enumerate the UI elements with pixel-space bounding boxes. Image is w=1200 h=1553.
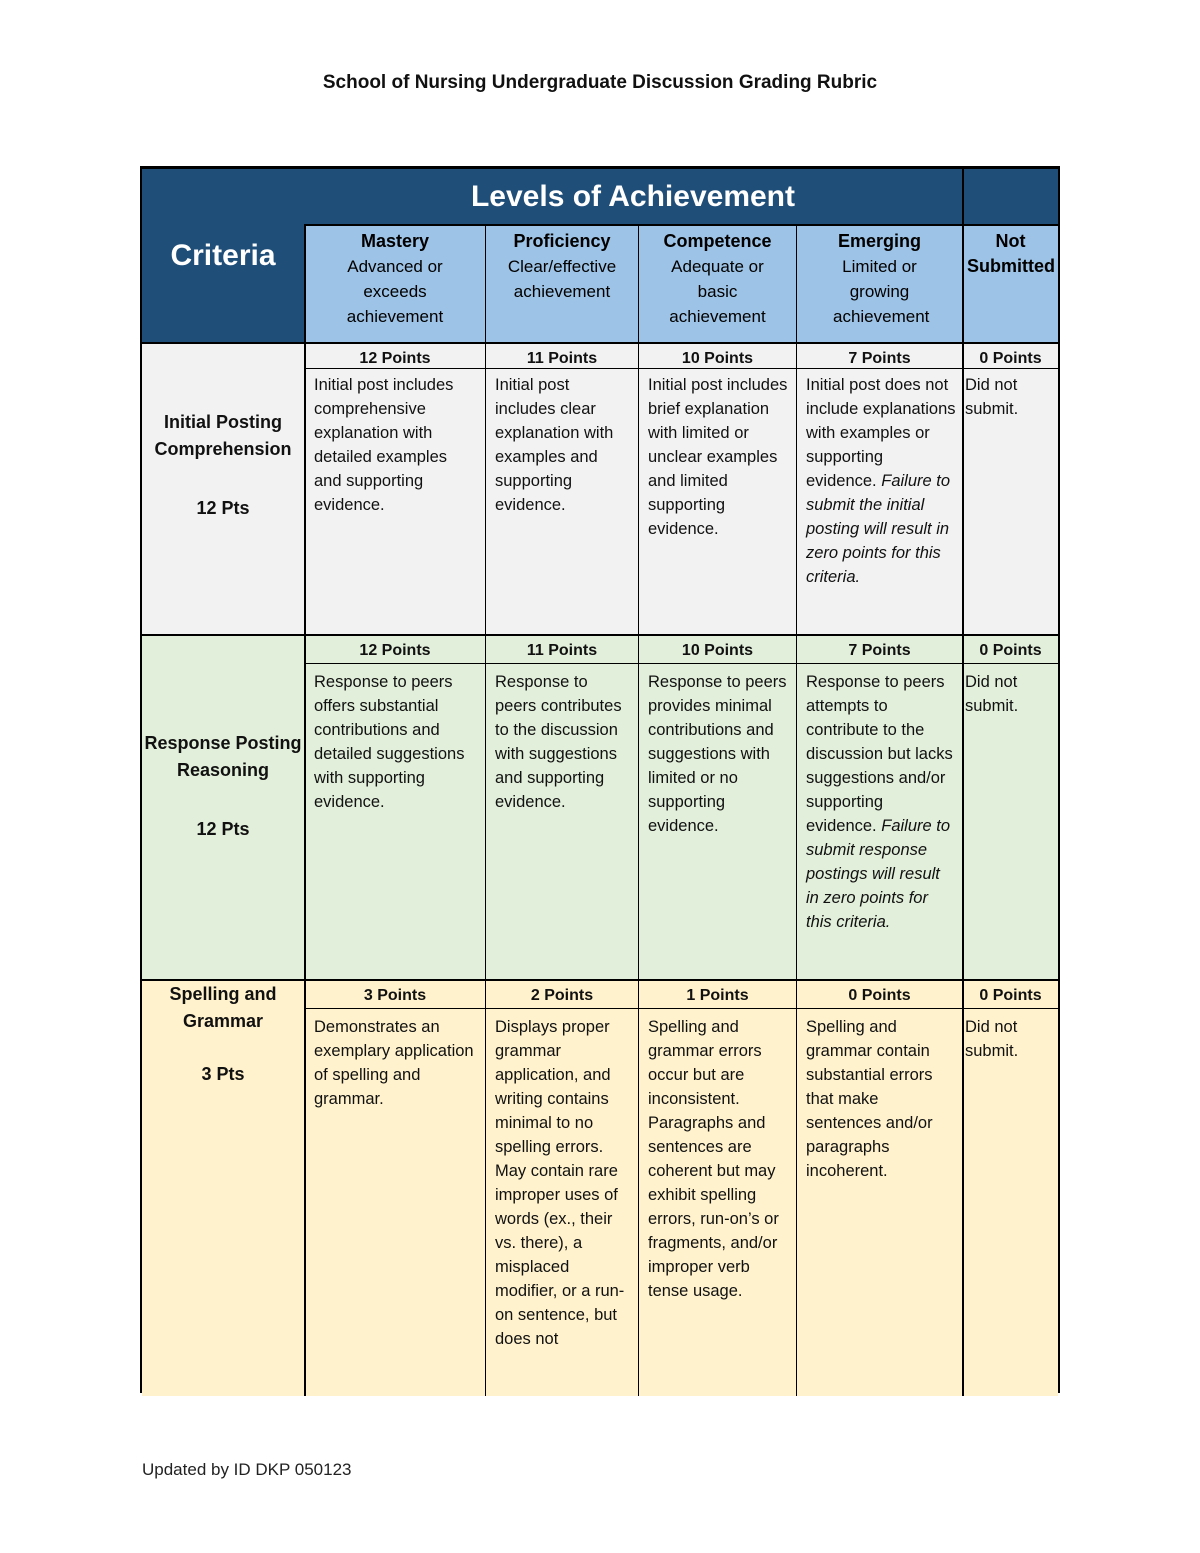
desc-emerging-note: Failure to submit response postings will result in zero points for this criteria. [806,817,951,931]
criterion-spelling-grammar [142,981,304,1088]
desc-proficiency: Response to peers contributes to the discussion with suggestions and supporting evidence. [495,673,622,811]
desc-mastery: Initial post includes comprehensive explanation with detailed examples and supporting evidence. [314,376,454,514]
grid-line [304,663,1058,664]
criterion-name: Response Posting Reasoning [144,733,302,780]
desc-competence: Initial post includes brief explanation with limited or unclear examples and limited supporting evidence. [648,376,788,538]
criteria-header-cell [142,169,304,343]
level-subtitle: Adequate or basic achievement [669,257,766,326]
desc-mastery: Response to peers offers substantial contributions and detailed suggestions with supporting evidence. [314,673,465,811]
points-competence: 1 Points [686,987,749,1004]
level-mastery-header [305,226,485,343]
grid-line [304,225,306,1396]
criterion-initial-posting [142,409,304,522]
level-subtitle: Advanced or exceeds achievement [346,257,444,326]
grid-line [796,225,797,1396]
grid-line [962,169,964,1396]
level-subtitle: Clear/effective achievement [507,257,617,301]
page-title: School of Nursing Undergraduate Discussion Grading Rubric [322,72,878,93]
level-emerging-header [797,226,962,343]
grid-line [485,225,486,1396]
desc-emerging-text: Initial post does not include explanations with examples or supporting evidence. [806,376,956,490]
points-not-submitted: 0 Points [979,987,1042,1004]
grid-line [142,979,1058,981]
points-proficiency: 11 Points [526,350,598,367]
desc-emerging-note: Failure to submit the initial posting will result in zero points for this criteria. [806,472,951,586]
desc-competence: Response to peers provides minimal contributions and suggestions with limited or no supporting evidence. [648,673,787,835]
points-emerging: 0 Points [848,987,911,1004]
levels-header-cell [304,169,962,225]
desc-not-submitted: Did not submit. [965,673,1019,715]
desc-not-submitted: Did not submit. [965,1018,1019,1060]
desc-competence: Spelling and grammar errors occur but are inconsistent. Paragraphs and sentences are coherent but may exhibit spelling errors, run-on’s or fragments, and/or improper verb tense usage. [648,1018,779,1300]
level-proficiency-header [486,226,638,343]
points-emerging: 7 Points [848,642,911,659]
desc-proficiency: Displays proper grammar application, and writing contains minimal to no spelling errors. May contain rare improper uses of words (ex., their vs. there), a misplaced modifier, or a run-on sentence, but does not [495,1018,625,1348]
grid-line [304,368,1058,369]
desc-emerging-text: Response to peers attempts to contribute to the discussion but lacks suggestions and/or supporting evidence. [806,673,953,835]
points-mastery: 3 Points [363,987,427,1004]
points-not-submitted: 0 Points [979,642,1042,659]
level-not-submitted-header [963,226,1058,343]
desc-emerging [797,370,962,589]
levels-header-title: Levels of Achievement [470,180,795,213]
level-name: Mastery [360,231,430,251]
grid-line [304,224,1060,226]
grid-line [638,225,639,1396]
grid-line [142,634,1058,636]
points-proficiency: 2 Points [530,987,594,1004]
points-mastery: 12 Points [359,642,431,659]
grid-line [142,342,1058,344]
level-name: Proficiency [513,231,611,251]
points-proficiency: 11 Points [526,642,598,659]
criterion-points: 3 Pts [201,1064,245,1084]
criterion-points: 12 Pts [196,498,250,518]
criterion-name: Initial Posting Comprehension [154,412,292,459]
footer-updated-by: Updated by ID DKP 050123 [142,1460,352,1479]
points-competence: 10 Points [681,642,754,659]
points-not-submitted: 0 Points [979,350,1042,367]
points-competence: 10 Points [681,350,754,367]
level-name: Not Submitted [967,231,1055,276]
desc-emerging [797,667,962,934]
level-competence-header [639,226,796,343]
desc-not-submitted: Did not submit. [965,376,1019,418]
points-mastery: 12 Points [359,350,431,367]
rubric-table [140,166,1060,1393]
desc-proficiency: Initial post includes clear explanation with examples and supporting evidence. [495,376,614,514]
criterion-points: 12 Pts [196,819,250,839]
level-subtitle: Limited or growing achievement [833,257,930,326]
level-name: Competence [663,231,772,251]
criterion-response-posting [142,730,304,843]
desc-mastery: Demonstrates an exemplary application of spelling and grammar. [314,1018,474,1108]
level-name: Emerging [837,231,921,251]
desc-emerging: Spelling and grammar contain substantial errors that make sentences and/or paragraphs incoherent. [806,1018,933,1180]
levels-header-spacer [962,169,1058,225]
grid-line [304,1008,1058,1009]
criterion-name: Spelling and Grammar [169,984,277,1031]
points-emerging: 7 Points [848,350,911,367]
criteria-header-label: Criteria [170,239,276,272]
